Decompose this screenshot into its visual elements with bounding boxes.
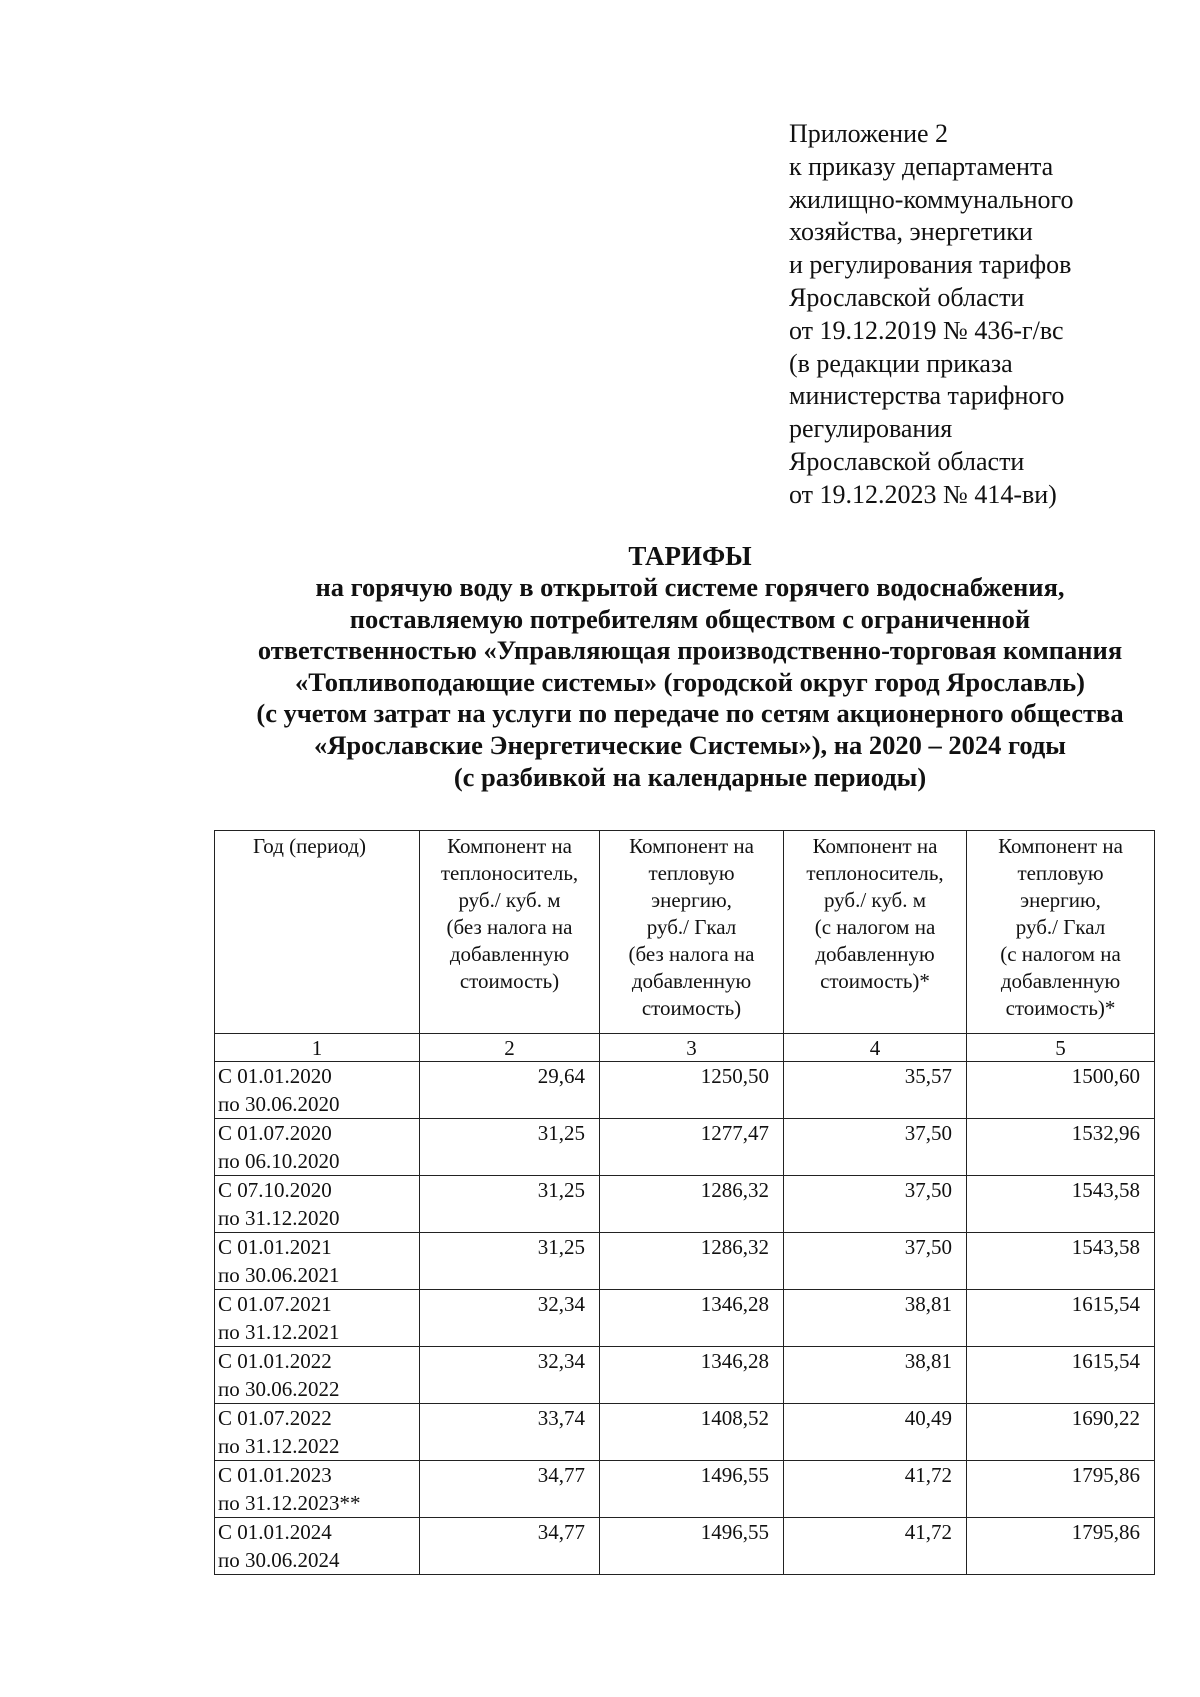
document-title (150, 540, 1200, 793)
header-line: (без налога на (446, 915, 573, 939)
column-number: 5 (967, 1034, 1155, 1062)
table-row (215, 1518, 1155, 1575)
coolant-no-vat-cell: 34,77 (420, 1518, 600, 1575)
header-line: руб./ куб. м (458, 888, 561, 912)
header-energy-with-vat (967, 831, 1155, 1034)
header-line: добавленную (631, 969, 752, 993)
period-from: С 01.01.2023 (218, 1463, 332, 1487)
column-number: 3 (600, 1034, 784, 1062)
title-line: «Топливоподающие системы» (городской округ город Ярославль) (295, 666, 1085, 697)
period-to: по 31.12.2023** (218, 1491, 361, 1515)
coolant-no-vat-cell: 31,25 (420, 1176, 600, 1233)
header-line: Год (период) (253, 834, 366, 858)
period-to: по 31.12.2022 (218, 1434, 340, 1458)
header-line: (с налогом на (814, 915, 936, 939)
energy-no-vat-cell: 1277,47 (600, 1119, 784, 1176)
header-line: тепловую (1017, 861, 1104, 885)
energy-no-vat-cell: 1286,32 (600, 1233, 784, 1290)
title-line: на горячую воду в открытой системе горячего водоснабжения, (315, 572, 1065, 602)
period-from: С 01.01.2022 (218, 1349, 332, 1373)
period-to: по 30.06.2024 (218, 1548, 340, 1572)
energy-with-vat-cell: 1615,54 (967, 1290, 1155, 1347)
energy-no-vat-cell: 1496,55 (600, 1461, 784, 1518)
period-cell (215, 1290, 420, 1347)
period-cell (215, 1176, 420, 1233)
appendix-line: и регулирования тарифов (789, 250, 1072, 280)
coolant-with-vat-cell: 37,50 (784, 1176, 967, 1233)
header-energy-no-vat (600, 831, 784, 1034)
appendix-line: от 19.12.2023 № 414-ви) (789, 479, 1057, 509)
energy-no-vat-cell: 1496,55 (600, 1518, 784, 1575)
appendix-line: Приложение 2 (789, 119, 949, 148)
header-line: стоимость)* (1005, 996, 1116, 1020)
coolant-no-vat-cell: 34,77 (420, 1461, 600, 1518)
appendix-note (789, 118, 1074, 512)
column-number-row (215, 1034, 1155, 1062)
appendix-line: от 19.12.2019 № 436-г/вс (789, 315, 1064, 345)
period-to: по 30.06.2020 (218, 1092, 340, 1116)
energy-with-vat-cell: 1615,54 (967, 1347, 1155, 1404)
title-line: ответственностью «Управляющая производственно-торговая компания (257, 635, 1123, 666)
coolant-no-vat-cell: 29,64 (420, 1062, 600, 1119)
header-line: руб./ куб. м (823, 888, 927, 912)
period-to: по 31.12.2020 (218, 1206, 340, 1230)
title-line: поставляемую потребителям обществом с ограниченной (349, 603, 1031, 634)
table-row (215, 1404, 1155, 1461)
column-number: 1 (215, 1034, 420, 1062)
header-line: (с налогом на (1000, 942, 1121, 966)
coolant-no-vat-cell: 32,34 (420, 1290, 600, 1347)
header-line: руб./ Гкал (1015, 915, 1106, 939)
appendix-line: (в редакции приказа (789, 348, 1013, 378)
header-line: стоимость) (641, 996, 742, 1020)
header-line: Компонент на (998, 834, 1123, 858)
table-row (215, 1062, 1155, 1119)
table-header-row (215, 831, 1155, 1034)
coolant-with-vat-cell: 41,72 (784, 1461, 967, 1518)
coolant-no-vat-cell: 33,74 (420, 1404, 600, 1461)
appendix-line: Ярославской области (789, 446, 1025, 476)
header-line: (без налога на (628, 942, 755, 966)
header-coolant-with-vat (784, 831, 967, 1034)
header-period (215, 831, 420, 1034)
header-line: Компонент на (447, 834, 572, 858)
coolant-no-vat-cell: 31,25 (420, 1233, 600, 1290)
header-line: стоимость) (459, 969, 560, 993)
energy-with-vat-cell: 1543,58 (967, 1233, 1155, 1290)
period-from: С 01.07.2020 (218, 1121, 332, 1145)
energy-with-vat-cell: 1532,96 (967, 1119, 1155, 1176)
table-row (215, 1347, 1155, 1404)
energy-with-vat-cell: 1543,58 (967, 1176, 1155, 1233)
energy-with-vat-cell: 1690,22 (967, 1404, 1155, 1461)
coolant-with-vat-cell: 41,72 (784, 1518, 967, 1575)
header-line: добавленную (449, 942, 570, 966)
header-line: добавленную (815, 942, 935, 966)
period-cell (215, 1461, 420, 1518)
title-line: (с разбивкой на календарные периоды) (453, 761, 927, 792)
coolant-with-vat-cell: 38,81 (784, 1347, 967, 1404)
period-to: по 31.12.2021 (218, 1320, 340, 1344)
coolant-with-vat-cell: 37,50 (784, 1233, 967, 1290)
period-from: С 01.01.2020 (218, 1064, 332, 1088)
coolant-no-vat-cell: 31,25 (420, 1119, 600, 1176)
header-line: энергию, (651, 888, 732, 912)
period-to: по 30.06.2022 (218, 1377, 340, 1401)
energy-with-vat-cell: 1795,86 (967, 1461, 1155, 1518)
period-cell (215, 1233, 420, 1290)
coolant-with-vat-cell: 37,50 (784, 1119, 967, 1176)
table-row (215, 1290, 1155, 1347)
header-line: тепловую (648, 861, 735, 885)
table-row (215, 1233, 1155, 1290)
header-line: Компонент на (812, 834, 938, 858)
header-coolant-no-vat (420, 831, 600, 1034)
title-line: (с учетом затрат на услуги по передаче по сетям акционерного общества (256, 698, 1124, 729)
coolant-with-vat-cell: 35,57 (784, 1062, 967, 1119)
coolant-no-vat-cell: 32,34 (420, 1347, 600, 1404)
energy-no-vat-cell: 1286,32 (600, 1176, 784, 1233)
energy-no-vat-cell: 1250,50 (600, 1062, 784, 1119)
period-cell (215, 1347, 420, 1404)
energy-with-vat-cell: 1500,60 (967, 1062, 1155, 1119)
period-cell (215, 1119, 420, 1176)
energy-no-vat-cell: 1408,52 (600, 1404, 784, 1461)
appendix-line: хозяйства, энергетики (789, 217, 1033, 247)
header-line: энергию, (1020, 888, 1101, 912)
period-from: С 01.01.2021 (218, 1235, 332, 1259)
appendix-line: Ярославской области (789, 282, 1025, 312)
header-line: руб./ Гкал (646, 915, 737, 939)
coolant-with-vat-cell: 40,49 (784, 1404, 967, 1461)
column-number: 2 (420, 1034, 600, 1062)
header-line: теплоноситель, (440, 861, 579, 885)
table-row (215, 1176, 1155, 1233)
title-line: «Ярославские Энергетические Системы»), на 2020 – 2024 годы (313, 729, 1066, 760)
header-line: теплоноситель, (806, 861, 944, 885)
appendix-line: министерства тарифного (789, 381, 1065, 411)
appendix-line: к приказу департамента (789, 151, 1054, 181)
energy-no-vat-cell: 1346,28 (600, 1347, 784, 1404)
energy-no-vat-cell: 1346,28 (600, 1290, 784, 1347)
energy-with-vat-cell: 1795,86 (967, 1518, 1155, 1575)
period-to: по 06.10.2020 (218, 1149, 340, 1173)
column-number: 4 (784, 1034, 967, 1062)
period-from: С 01.01.2024 (218, 1520, 332, 1544)
period-cell (215, 1518, 420, 1575)
table-row (215, 1119, 1155, 1176)
header-line: Компонент на (629, 834, 754, 858)
title-heading: ТАРИФЫ (628, 541, 752, 571)
coolant-with-vat-cell: 38,81 (784, 1290, 967, 1347)
appendix-line: жилищно-коммунального (789, 184, 1074, 214)
period-from: С 01.07.2021 (218, 1292, 332, 1316)
table-row (215, 1461, 1155, 1518)
period-cell (215, 1404, 420, 1461)
period-from: С 07.10.2020 (218, 1178, 332, 1202)
period-cell (215, 1062, 420, 1119)
header-line: добавленную (1000, 969, 1121, 993)
header-line: стоимость)* (820, 969, 930, 993)
tariffs-table (214, 830, 1155, 1575)
appendix-line: регулирования (789, 414, 953, 444)
period-from: С 01.07.2022 (218, 1406, 332, 1430)
period-to: по 30.06.2021 (218, 1263, 340, 1287)
